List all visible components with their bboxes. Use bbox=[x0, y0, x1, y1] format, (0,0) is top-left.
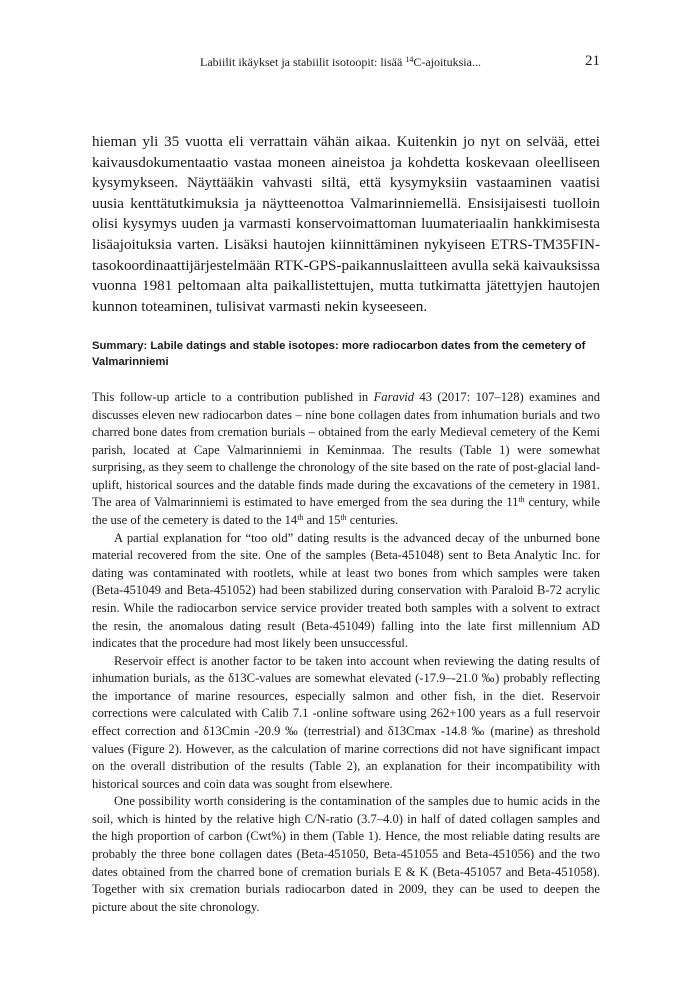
ordinal-superscript: th bbox=[297, 513, 304, 523]
running-title-part: C-ajoituksia... bbox=[413, 55, 481, 69]
text-run: 43 (2017: 107–128) examines and discusses eleven new radiocarbon dates – nine bone collagen dates from inhumation burials and two charred bone dates from cremation burials – obtained from the early Medieval cemetery of the Kemi parish, located at Cape Valmarinniemi in Keminmaa. The results (Table 1) were somewhat surprising, as they seem to challenge the chronology of the site based on the rate of post-glacial land-uplift, historical sources and the datable finds made during the excavations of the cemetery in 1981. The area of Valmarinniemi is estimated to have emerged from the sea during the 11 bbox=[92, 390, 601, 510]
summary-heading: Summary: Labile datings and stable isotopes: more radiocarbon dates from the cemetery of Valmarinniemi bbox=[92, 340, 586, 368]
running-header bbox=[92, 52, 600, 72]
text-run: centuries. bbox=[346, 513, 399, 528]
journal-title: Faravid bbox=[373, 390, 415, 404]
finnish-body-paragraph: hieman yli 35 vuotta eli verrattain vähän aikaa. Kuitenkin jo nyt on selvää, ettei kaivausdokumentaatio vastaa moneen aineistoa ja kohdetta koskevaan oleelliseen kysymykseen. Näyttääkin vahvasti siltä, että kysymyksiin vastaaminen vaatisi uusia kenttätutkimuksia ja näytteenottoa Valmarinniemellä. Ensisijaisesti tuolloin olisi kysymys uuden ja varmasti konservoimattoman luumateriaalin hankkimisesta lisäajoituksia varten. Lisäksi hautojen kiinnittäminen nykyiseen ETRS-TM35FIN-tasokoordinaattijärjestelmään RTK-GPS-paikannuslaitteen avulla sekä kaivauksissa vuonna 1981 peltomaan alta paikallistettujen, mutta tutkimatta jätettyjen hautojen kunnon toteaminen, tulisivat varmasti nekin kyseeseen. bbox=[92, 133, 600, 315]
text-run: century, while the use of the cemetery is dated to the 14 bbox=[92, 495, 601, 528]
running-title-superscript: 14 bbox=[405, 55, 414, 64]
text-run: and 15 bbox=[303, 513, 341, 528]
running-title bbox=[200, 52, 481, 72]
summary-paragraph-2: A partial explanation for “too old” dating results is the advanced decay of the unburned bone material recovered from the site. One of the samples (Beta-451048) sent to Beta Analytic Inc. for dating was contaminated with rootlets, while at least two bones from which samples were taken (Beta-451049 and Beta-451052) had been stabilized during conservation with Paraloid B-72 acrylic resin. While the radiocarbon service service provider treated both samples with a solvent to extract the resin, the anomalous dating result (Beta-451049) falling into the late first millennium AD indicates that the procedure had most likely been unsuccessful. bbox=[92, 530, 600, 651]
ordinal-superscript: th bbox=[518, 495, 525, 505]
running-title-part: Labiilit ikäykset ja stabiilit isotoopit: lisää bbox=[200, 55, 406, 69]
page-number: 21 bbox=[585, 53, 600, 69]
summary-paragraph-4: One possibility worth considering is the contamination of the samples due to humic acids in the soil, which is hinted by the relative high C/N-ratio (3.7–4.0) in half of dated collagen samples and the high proportion of carbon (Cwt%) in them (Table 1). Hence, the most reliable dating results are probably the three bone collagen dates (Beta-451050, Beta-451055 and Beta-451056) and the two dates obtained from the charred bone of cremation burials E & K (Beta-451057 and Beta-451058). Together with six cremation burials radiocarbon dated in 2009, they can be used to deepen the picture about the site chronology. bbox=[92, 794, 600, 914]
text-run: This follow-up article to a contribution published in bbox=[92, 390, 374, 404]
summary-paragraph-1 bbox=[92, 389, 600, 530]
ordinal-superscript: th bbox=[340, 513, 347, 523]
summary-body bbox=[92, 389, 600, 916]
summary-paragraph-3: Reservoir effect is another factor to be taken into account when reviewing the dating results of inhumation burials, as the δ13C-values are somewhat elevated (-17.9–-21.0 ‰) probably reflecting the importance of marine resources, especially salmon and other fish, in the diet. Reservoir corrections were calculated with Calib 7.1 -online software using 262+100 years as a full reservoir effect correction and δ13Cmin -20.9 ‰ (terrestrial) and δ13Cmax -14.8 ‰ (marine) as threshold values (Figure 2). However, as the calculation of marine corrections did not have significant impact on the overall distribution of the results (Table 2), an explanation for their incompatibility with historical sources and coin data was sought from elsewhere. bbox=[92, 653, 600, 791]
